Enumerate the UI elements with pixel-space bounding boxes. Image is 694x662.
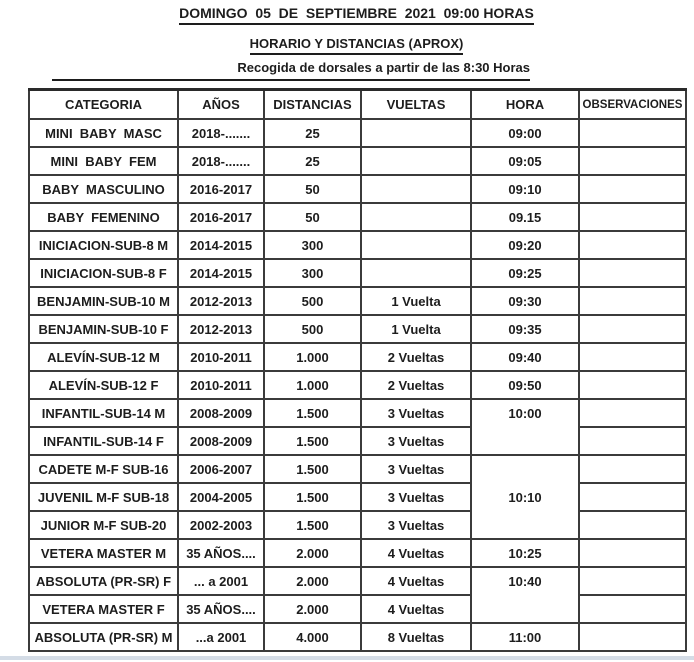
cell-hora: 09:40 (471, 343, 579, 371)
cell-vueltas: 3 Vueltas (361, 399, 471, 427)
cell-distancias: 1.500 (264, 427, 361, 455)
cell-categoria: JUNIOR M-F SUB-20 (29, 511, 178, 539)
header-row (29, 90, 686, 120)
cell-anos: 2014-2015 (178, 231, 264, 259)
cell-anos: 2012-2013 (178, 315, 264, 343)
cell-observaciones (579, 231, 686, 259)
cell-vueltas (361, 203, 471, 231)
table-row (29, 399, 686, 427)
cell-observaciones (579, 119, 686, 147)
cell-observaciones (579, 399, 686, 427)
table-row (29, 371, 686, 399)
cell-observaciones (579, 455, 686, 483)
cell-categoria: VETERA MASTER M (29, 539, 178, 567)
cell-distancias: 1.500 (264, 455, 361, 483)
table-row (29, 455, 686, 483)
cell-vueltas: 3 Vueltas (361, 483, 471, 511)
cell-categoria: INFANTIL-SUB-14 M (29, 399, 178, 427)
cell-anos: 2010-2011 (178, 343, 264, 371)
table-row (29, 203, 686, 231)
cell-vueltas: 3 Vueltas (361, 511, 471, 539)
cell-distancias: 25 (264, 147, 361, 175)
cell-categoria: MINI BABY MASC (29, 119, 178, 147)
cell-anos: 2018-....... (178, 119, 264, 147)
cell-categoria: BENJAMIN-SUB-10 M (29, 287, 178, 315)
cell-distancias: 50 (264, 175, 361, 203)
cell-observaciones (579, 483, 686, 511)
cell-anos: 2008-2009 (178, 427, 264, 455)
cell-distancias: 2.000 (264, 539, 361, 567)
cell-distancias: 1.000 (264, 343, 361, 371)
cell-observaciones (579, 511, 686, 539)
cell-categoria: BENJAMIN-SUB-10 F (29, 315, 178, 343)
table-row (29, 427, 686, 455)
cell-vueltas: 4 Vueltas (361, 539, 471, 567)
cell-categoria: INICIACION-SUB-8 M (29, 231, 178, 259)
cell-observaciones (579, 539, 686, 567)
cell-vueltas: 1 Vuelta (361, 315, 471, 343)
column-header-hora: HORA (471, 90, 579, 120)
cell-anos: 2002-2003 (178, 511, 264, 539)
table-row (29, 231, 686, 259)
cell-anos: 2016-2017 (178, 175, 264, 203)
table-row (29, 595, 686, 623)
cell-anos: 2004-2005 (178, 483, 264, 511)
table-row (29, 623, 686, 651)
cell-observaciones (579, 147, 686, 175)
column-header-observaciones: OBSERVACIONES (579, 90, 686, 120)
cell-vueltas: 2 Vueltas (361, 343, 471, 371)
cell-observaciones (579, 371, 686, 399)
cell-categoria: JUVENIL M-F SUB-18 (29, 483, 178, 511)
page-title (28, 5, 685, 25)
cell-categoria: MINI BABY FEM (29, 147, 178, 175)
cell-distancias: 1.000 (264, 371, 361, 399)
cell-observaciones (579, 343, 686, 371)
cell-anos: 35 AÑOS.... (178, 595, 264, 623)
cell-vueltas: 2 Vueltas (361, 371, 471, 399)
schedule-table (28, 88, 687, 652)
cell-distancias: 300 (264, 231, 361, 259)
cell-observaciones (579, 287, 686, 315)
table-row (29, 343, 686, 371)
cell-vueltas: 4 Vueltas (361, 595, 471, 623)
cell-distancias: 2.000 (264, 567, 361, 595)
cell-categoria: INICIACION-SUB-8 F (29, 259, 178, 287)
cell-distancias: 1.500 (264, 511, 361, 539)
cell-anos: 35 AÑOS.... (178, 539, 264, 567)
table-row (29, 287, 686, 315)
cell-hora: 09.15 (471, 203, 579, 231)
cell-anos: 2016-2017 (178, 203, 264, 231)
cell-observaciones (579, 203, 686, 231)
cell-vueltas (361, 119, 471, 147)
cell-vueltas: 3 Vueltas (361, 427, 471, 455)
cell-categoria: ABSOLUTA (PR-SR) M (29, 623, 178, 651)
cell-observaciones (579, 427, 686, 455)
cell-distancias: 500 (264, 287, 361, 315)
cell-observaciones (579, 623, 686, 651)
cell-hora: 09:25 (471, 259, 579, 287)
cell-distancias: 50 (264, 203, 361, 231)
cell-anos: 2014-2015 (178, 259, 264, 287)
cell-vueltas (361, 231, 471, 259)
cell-hora: 11:00 (471, 623, 579, 651)
cell-categoria: CADETE M-F SUB-16 (29, 455, 178, 483)
cell-hora: 10:25 (471, 539, 579, 567)
cell-observaciones (579, 567, 686, 595)
page-title-text: DOMINGO 05 DE SEPTIEMBRE 2021 09:00 HORAS (179, 5, 534, 25)
cell-vueltas (361, 147, 471, 175)
cell-hora: 10:00 (471, 399, 579, 455)
column-header-distancias: DISTANCIAS (264, 90, 361, 120)
table-row (29, 483, 686, 511)
cell-hora: 09:30 (471, 287, 579, 315)
cell-categoria: ALEVÍN-SUB-12 M (29, 343, 178, 371)
page-subtitle-text: HORARIO Y DISTANCIAS (APROX) (250, 36, 464, 55)
table-row (29, 539, 686, 567)
cell-vueltas: 3 Vueltas (361, 455, 471, 483)
table-row (29, 511, 686, 539)
cell-categoria: BABY MASCULINO (29, 175, 178, 203)
cell-observaciones (579, 595, 686, 623)
bib-pickup-note: Recogida de dorsales a partir de las 8:30 Horas (52, 60, 530, 81)
table-row (29, 315, 686, 343)
table-header (29, 90, 686, 120)
table-row (29, 147, 686, 175)
cell-distancias: 25 (264, 119, 361, 147)
cell-vueltas: 4 Vueltas (361, 567, 471, 595)
cell-hora: 09:10 (471, 175, 579, 203)
cell-hora: 10:40 (471, 567, 579, 623)
cell-anos: 2008-2009 (178, 399, 264, 427)
cell-hora: 09:20 (471, 231, 579, 259)
cell-distancias: 4.000 (264, 623, 361, 651)
page-subtitle (28, 36, 685, 55)
cell-distancias: 1.500 (264, 483, 361, 511)
cell-vueltas (361, 259, 471, 287)
cell-distancias: 500 (264, 315, 361, 343)
table-row (29, 567, 686, 595)
cell-categoria: INFANTIL-SUB-14 F (29, 427, 178, 455)
cell-hora: 09:00 (471, 119, 579, 147)
cell-vueltas: 8 Vueltas (361, 623, 471, 651)
cell-vueltas: 1 Vuelta (361, 287, 471, 315)
cell-anos: 2012-2013 (178, 287, 264, 315)
cell-categoria: ALEVÍN-SUB-12 F (29, 371, 178, 399)
cell-anos: ... a 2001 (178, 567, 264, 595)
cell-categoria: VETERA MASTER F (29, 595, 178, 623)
cell-distancias: 1.500 (264, 399, 361, 427)
cell-anos: 2018-....... (178, 147, 264, 175)
cell-distancias: 2.000 (264, 595, 361, 623)
cell-categoria: BABY FEMENINO (29, 203, 178, 231)
column-header-anos: AÑOS (178, 90, 264, 120)
cell-observaciones (579, 315, 686, 343)
cell-hora: 09:35 (471, 315, 579, 343)
cell-hora: 09:50 (471, 371, 579, 399)
column-header-categoria: CATEGORIA (29, 90, 178, 120)
cell-observaciones (579, 175, 686, 203)
table-row (29, 175, 686, 203)
cell-anos: ...a 2001 (178, 623, 264, 651)
cell-anos: 2006-2007 (178, 455, 264, 483)
cell-distancias: 300 (264, 259, 361, 287)
cell-hora: 09:05 (471, 147, 579, 175)
bottom-window-edge (0, 656, 694, 660)
table-row (29, 119, 686, 147)
cell-observaciones (579, 259, 686, 287)
column-header-vueltas: VUELTAS (361, 90, 471, 120)
cell-anos: 2010-2011 (178, 371, 264, 399)
cell-categoria: ABSOLUTA (PR-SR) F (29, 567, 178, 595)
cell-vueltas (361, 175, 471, 203)
table-body (29, 119, 686, 651)
cell-hora: 10:10 (471, 455, 579, 539)
table-row (29, 259, 686, 287)
